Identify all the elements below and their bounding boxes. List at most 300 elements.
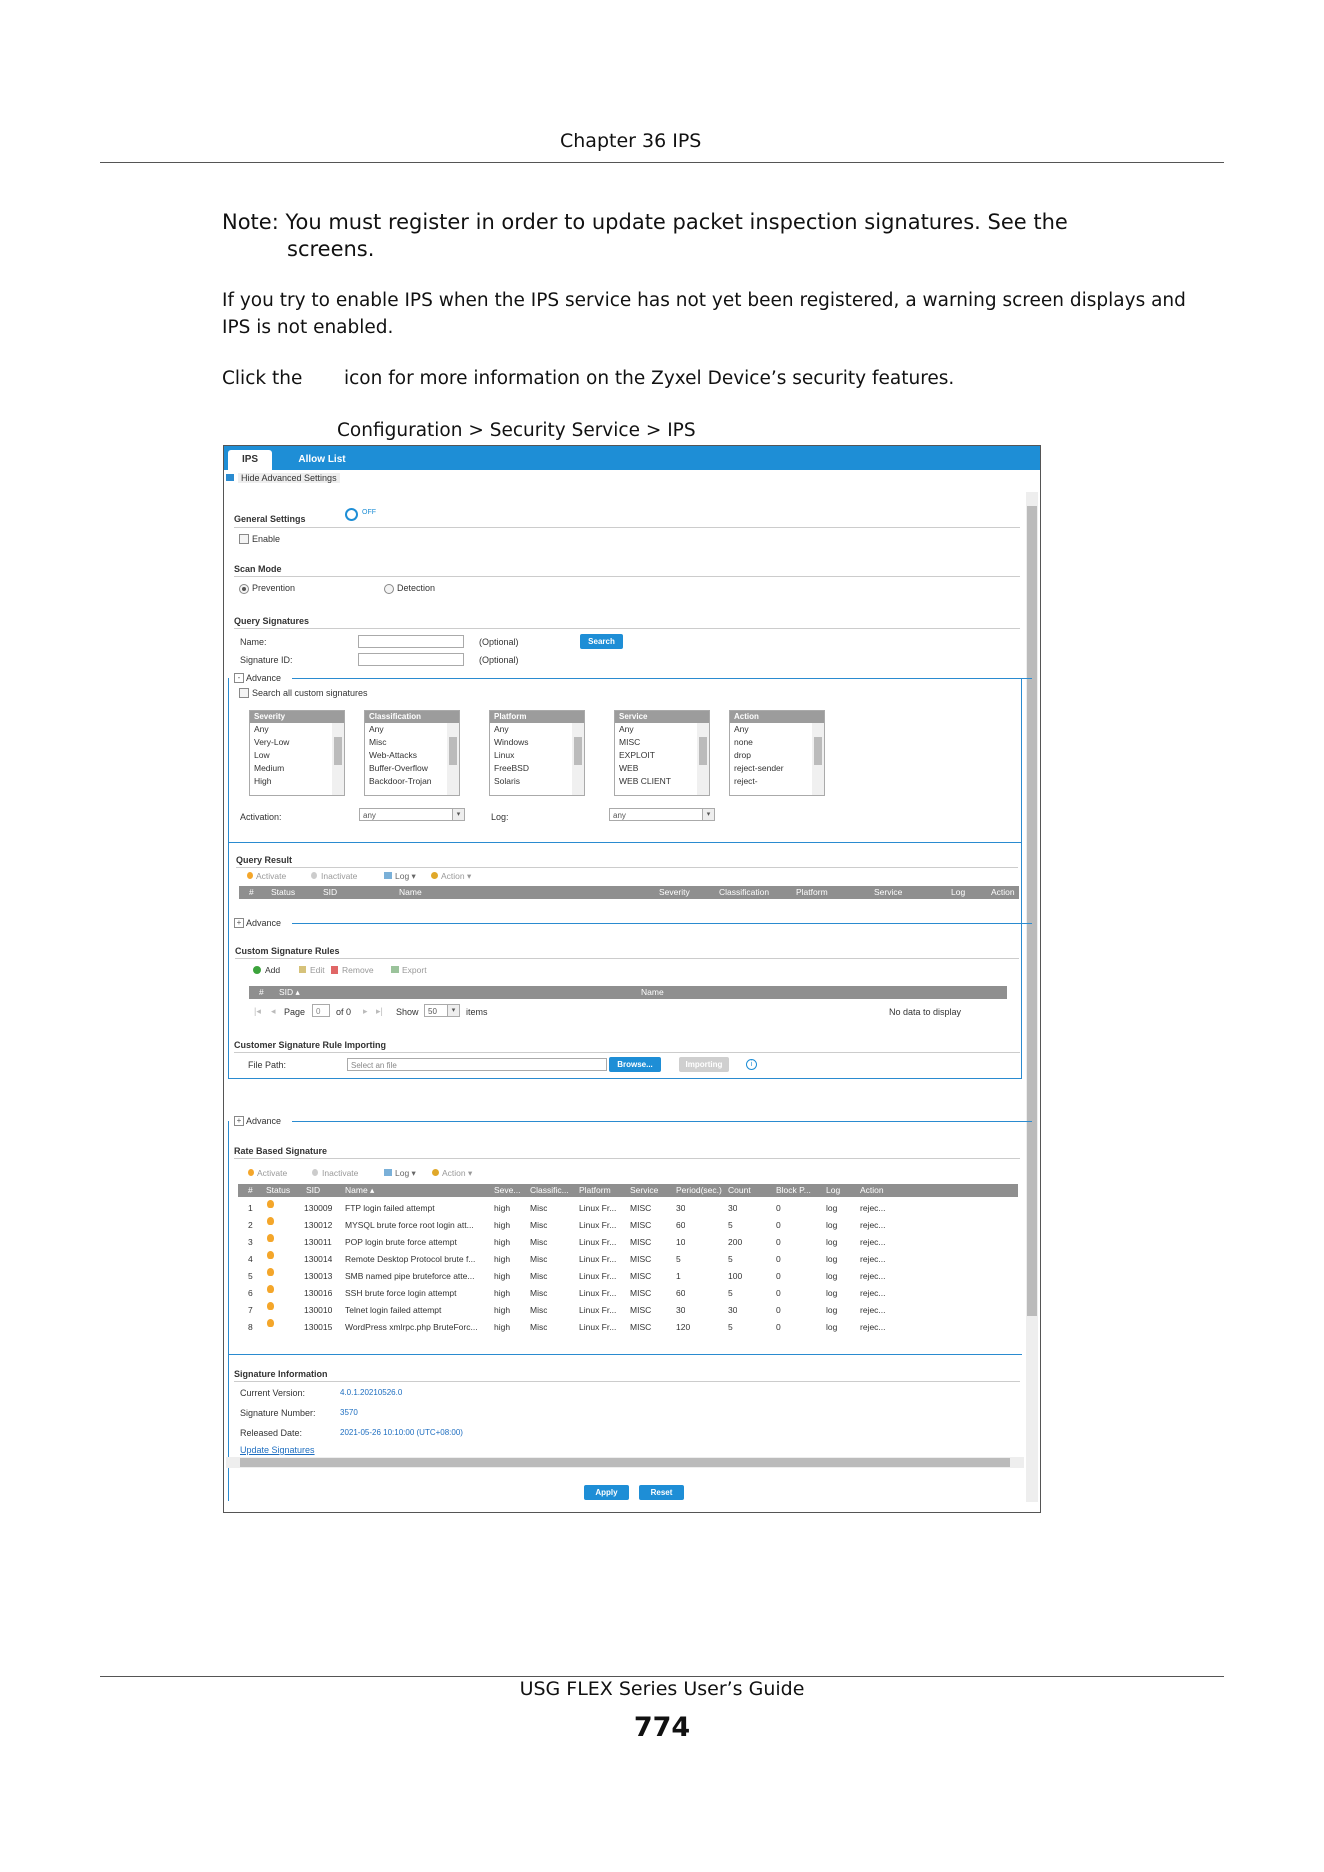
list-item[interactable]: none [734,737,753,747]
col-count[interactable]: Count [728,1185,751,1195]
query-signatures-title: Query Signatures [234,616,310,626]
action-gear-icon [432,1169,439,1176]
add-icon [253,966,261,974]
severity-listbox[interactable] [249,710,345,796]
row-period: 1 [676,1271,681,1281]
chapter-header: Chapter 36 IPS [560,130,702,152]
activate-button[interactable]: Activate [256,871,287,881]
list-item[interactable]: Medium [254,763,285,773]
name-label: Name: [240,637,267,647]
scan-mode-divider [234,576,1020,577]
header-rule [100,162,1224,163]
row-sid: 130014 [304,1254,333,1264]
col-platform[interactable]: Platform [579,1185,611,1195]
row-platform: Linux Fr... [579,1271,617,1281]
list-item[interactable]: FreeBSD [494,763,529,773]
list-item[interactable]: Buffer-Overflow [369,763,428,773]
service-head: Service [615,711,709,723]
browse-button[interactable]: Browse... [609,1057,661,1072]
note-line-1: Note: You must register in order to update packet inspection signatures. See the [222,210,1068,234]
paragraph-line-1: If you try to enable IPS when the IPS service has not yet been registered, a warning screen displays and [222,290,1186,311]
row-classification: Misc [530,1220,548,1230]
list-item[interactable]: Any [619,724,634,734]
row-log: log [826,1203,838,1213]
table-row[interactable] [238,1217,1018,1234]
row-platform: Linux Fr... [579,1203,617,1213]
rate-grid-header [238,1184,1018,1197]
activate-icon [248,1169,254,1176]
hide-advanced-icon[interactable] [226,474,234,481]
paragraph-line-2: IPS is not enabled. [222,317,394,338]
list-scrollbar[interactable] [812,723,824,795]
row-block-period: 0 [776,1322,781,1332]
reset-button[interactable]: Reset [639,1485,684,1500]
export-button[interactable]: Export [402,965,427,975]
lightbulb-icon[interactable] [267,1251,274,1259]
table-row[interactable] [238,1268,1018,1285]
edit-button[interactable]: Edit [310,965,325,975]
figure-caption: Configuration > Security Service > IPS [337,420,696,441]
rate-based-divider [234,1158,1020,1159]
page-size-value: 50 [428,1007,437,1016]
signature-info-divider [234,1381,1020,1382]
show-label: Show [396,1007,419,1017]
remove-icon [331,966,338,974]
row-block-period: 0 [776,1254,781,1264]
row-number: 8 [248,1322,253,1332]
row-sid: 130015 [304,1322,333,1332]
row-period: 60 [676,1220,686,1230]
log-select[interactable] [609,808,715,821]
row-sid: 130010 [304,1305,333,1315]
row-classification: Misc [530,1271,548,1281]
row-severity: high [494,1254,511,1264]
lightbulb-icon[interactable] [267,1234,274,1242]
list-item[interactable]: reject-sender [734,763,784,773]
tab-ips[interactable]: IPS [228,450,272,470]
lightbulb-icon[interactable] [267,1285,274,1293]
col-sid[interactable]: SID [323,887,338,897]
list-item[interactable]: MISC [619,737,641,747]
update-signatures-link[interactable]: Update Signatures [240,1445,315,1455]
row-severity: high [494,1305,511,1315]
click-prefix: Click the [222,368,303,389]
row-service: MISC [630,1254,652,1264]
row-count: 5 [728,1322,733,1332]
inactivate-icon [312,1169,318,1176]
chevron-down-icon[interactable]: ▾ [452,809,464,820]
list-item[interactable]: WEB [619,763,639,773]
row-action: rejec... [860,1220,886,1230]
lightbulb-icon[interactable] [267,1217,274,1225]
ips-screen [223,445,1041,1513]
col-period[interactable]: Period(sec.) [676,1185,722,1195]
col-log[interactable]: Log [951,887,966,897]
current-version-value: 4.0.1.20210526.0 [340,1388,403,1397]
page-input[interactable]: 0 [312,1004,330,1017]
log-label: Log: [491,812,509,822]
released-date-value: 2021-05-26 10:10:00 (UTC+08:00) [340,1428,463,1437]
advance3-box-left [228,1121,229,1501]
row-block-period: 0 [776,1220,781,1230]
list-item[interactable]: WEB CLIENT [619,776,671,786]
row-period: 120 [676,1322,691,1332]
row-block-period: 0 [776,1271,781,1281]
row-action: rejec... [860,1305,886,1315]
row-classification: Misc [530,1322,548,1332]
row-severity: high [494,1288,511,1298]
row-period: 30 [676,1203,686,1213]
general-divider [234,527,1020,528]
query-divider [234,628,1020,629]
row-count: 100 [728,1271,743,1281]
table-row[interactable] [238,1285,1018,1302]
search-button[interactable]: Search [580,634,623,649]
list-item[interactable]: Backdoor-Trojan [369,776,432,786]
col-name[interactable]: Name ▴ [345,1185,375,1195]
col-sid[interactable]: SID [306,1185,321,1195]
row-log: log [826,1305,838,1315]
list-item[interactable]: Solaris [494,776,520,786]
classification-listbox[interactable] [364,710,460,796]
col-severity[interactable]: Severity [659,887,690,897]
row-severity: high [494,1237,511,1247]
col-sid[interactable]: SID ▴ [279,987,300,997]
page-label: Page [284,1007,306,1017]
list-item[interactable]: reject- [734,776,758,786]
row-platform: Linux Fr... [579,1254,617,1264]
edit-icon [299,966,306,973]
lightbulb-icon[interactable] [267,1302,274,1310]
row-severity: high [494,1203,511,1213]
row-platform: Linux Fr... [579,1237,617,1247]
list-item[interactable]: Linux [494,750,515,760]
vertical-scrollbar[interactable] [1026,492,1038,1502]
col-status[interactable]: Status [271,887,296,897]
items-label: items [466,1007,488,1017]
scroll-thumb[interactable] [1027,506,1037,1316]
row-period: 60 [676,1288,686,1298]
name-input[interactable] [358,635,464,648]
row-count: 5 [728,1288,733,1298]
list-item[interactable]: Web-Attacks [369,750,418,760]
prev-page-icon[interactable]: ◂ [271,1006,276,1016]
row-classification: Misc [530,1254,548,1264]
row-name: Remote Desktop Protocol brute f... [345,1254,476,1264]
col-severity[interactable]: Seve... [494,1185,521,1195]
row-sid: 130011 [304,1237,332,1247]
signature-info-title: Signature Information [234,1369,328,1379]
row-period: 10 [676,1237,686,1247]
custom-rules-divider [235,958,1019,959]
advance-box-right [1021,678,1022,1078]
advance-box-bottom [228,842,1022,843]
platform-head: Platform [490,711,584,723]
prevention-label: Prevention [252,583,296,593]
row-service: MISC [630,1271,652,1281]
list-scrollbar[interactable] [332,723,344,795]
col-action[interactable]: Action [991,887,1015,897]
advance3-divider [292,1121,1032,1122]
list-item[interactable]: drop [734,750,752,760]
page-number: 774 [633,1712,691,1743]
table-row[interactable] [238,1251,1018,1268]
enable-label: Enable [252,534,281,544]
advance-toggle-icon[interactable]: - [234,673,244,683]
row-name: Telnet login failed attempt [345,1305,442,1315]
name-optional: (Optional) [479,637,519,647]
list-scrollbar[interactable] [572,723,584,795]
apply-button[interactable]: Apply [584,1485,629,1500]
row-log: log [826,1271,838,1281]
lightbulb-icon[interactable] [267,1268,274,1276]
rate-based-title: Rate Based Signature [234,1146,328,1156]
file-path-input[interactable]: Select an file [347,1058,607,1071]
advance2-toggle-icon[interactable]: + [234,918,244,928]
row-classification: Misc [530,1288,548,1298]
action-listbox[interactable] [729,710,825,796]
enable-checkbox[interactable] [239,534,249,544]
search-custom-label: Search all custom signatures [252,688,368,698]
row-number: 3 [248,1237,253,1247]
row-block-period: 0 [776,1237,781,1247]
row-period: 5 [676,1254,681,1264]
row-log: log [826,1237,838,1247]
row-platform: Linux Fr... [579,1288,617,1298]
row-block-period: 0 [776,1305,781,1315]
row-number: 7 [248,1305,253,1315]
next-page-icon[interactable]: ▸ [363,1006,368,1016]
signature-number-value: 3570 [340,1408,358,1417]
inactivate-button[interactable]: Inactivate [321,871,358,881]
col-num[interactable]: # [248,1185,253,1195]
importing-button[interactable]: Importing [679,1057,729,1072]
activation-label: Activation: [240,812,282,822]
row-action: rejec... [860,1203,886,1213]
row-classification: Misc [530,1237,548,1247]
click-suffix: icon for more information on the Zyxel Device’s security features. [344,368,955,389]
off-badge: OFF [362,509,376,516]
log-icon [384,1169,392,1176]
col-name[interactable]: Name [641,987,664,997]
custom-rules-header [249,986,1007,999]
row-sid: 130013 [304,1271,333,1281]
activation-value: any [363,811,376,820]
importing-title: Customer Signature Rule Importing [234,1040,387,1050]
advance2-label[interactable]: Advance [246,918,282,928]
note-line-2: screens. [287,237,375,261]
activation-select[interactable] [359,808,465,821]
list-item[interactable]: Any [254,724,269,734]
col-log[interactable]: Log [826,1185,841,1195]
row-sid: 130009 [304,1203,333,1213]
col-status[interactable]: Status [266,1185,291,1195]
hscroll-thumb[interactable] [240,1458,1010,1467]
export-icon [391,966,399,973]
row-block-period: 0 [776,1203,781,1213]
query-result-title: Query Result [236,855,293,865]
row-name: POP login brute force attempt [345,1237,457,1247]
row-number: 4 [248,1254,253,1264]
row-service: MISC [630,1220,652,1230]
table-row[interactable] [238,1302,1018,1319]
row-log: log [826,1220,838,1230]
log-menu[interactable]: Log ▾ [395,871,416,881]
list-item[interactable]: Any [369,724,384,734]
row-count: 30 [728,1203,738,1213]
row-service: MISC [630,1305,652,1315]
row-count: 5 [728,1220,733,1230]
row-platform: Linux Fr... [579,1322,617,1332]
hide-advanced-link[interactable]: Hide Advanced Settings [238,473,340,483]
signature-id-input[interactable] [358,653,464,666]
signature-id-optional: (Optional) [479,655,519,665]
advance-box-left [228,678,229,1078]
row-sid: 130016 [304,1288,333,1298]
tab-bar [224,446,1040,470]
row-count: 30 [728,1305,738,1315]
chevron-down-icon[interactable]: ▾ [447,1005,459,1016]
importing-divider [234,1052,1020,1053]
tab-allow-list[interactable]: Allow List [298,454,346,465]
row-service: MISC [630,1322,652,1332]
of-label: of 0 [336,1007,352,1017]
list-item[interactable]: High [254,776,272,786]
row-period: 30 [676,1305,686,1315]
service-listbox[interactable] [614,710,710,796]
table-row[interactable] [238,1234,1018,1251]
detection-label: Detection [397,583,436,593]
list-scrollbar[interactable] [697,723,709,795]
row-name: WordPress xmlrpc.php BruteForc... [345,1322,478,1332]
col-action[interactable]: Action [860,1185,884,1195]
list-scrollbar[interactable] [447,723,459,795]
list-item[interactable]: Any [734,724,749,734]
row-name: SSH brute force login attempt [345,1288,457,1298]
row-severity: high [494,1322,511,1332]
row-block-period: 0 [776,1288,781,1298]
query-result-divider [236,867,1018,868]
query-result-header [239,886,1019,899]
detection-radio[interactable] [384,584,394,594]
custom-rules-title: Custom Signature Rules [235,946,340,956]
last-page-icon[interactable]: ▸| [376,1006,383,1016]
remove-button[interactable]: Remove [342,965,374,975]
row-number: 5 [248,1271,253,1281]
current-version-label: Current Version: [240,1388,306,1398]
col-name[interactable]: Name [399,887,422,897]
row-classification: Misc [530,1305,548,1315]
row-service: MISC [630,1237,652,1247]
row-count: 5 [728,1254,733,1264]
row-platform: Linux Fr... [579,1305,617,1315]
list-item[interactable]: Any [494,724,509,734]
advance2-box-bottom [228,1078,1022,1079]
log-value: any [613,811,626,820]
row-log: log [826,1254,838,1264]
row-severity: high [494,1271,511,1281]
horizontal-scrollbar[interactable] [226,1457,1024,1468]
no-data-text: No data to display [889,1007,962,1017]
col-num[interactable]: # [259,987,264,997]
col-num[interactable]: # [249,887,254,897]
signature-number-label: Signature Number: [240,1408,316,1418]
severity-head: Severity [250,711,344,723]
info-icon[interactable]: i [746,1059,757,1070]
general-settings-title: General Settings [234,514,306,524]
row-number: 1 [248,1203,253,1213]
table-row[interactable] [238,1319,1018,1336]
col-classification[interactable]: Classification [719,887,770,897]
search-custom-checkbox[interactable] [239,688,249,698]
advance2-divider [292,923,1032,924]
row-platform: Linux Fr... [579,1220,617,1230]
advance3-label[interactable]: Advance [246,1116,282,1126]
add-button[interactable]: Add [265,965,281,975]
rate-action-menu[interactable]: Action ▾ [442,1168,473,1178]
row-number: 2 [248,1220,253,1230]
rate-activate-button[interactable]: Activate [257,1168,288,1178]
advance3-box-bottom [228,1354,1022,1355]
list-item[interactable]: Very-Low [254,737,290,747]
row-action: rejec... [860,1288,886,1298]
table-row[interactable] [238,1200,1018,1217]
col-platform[interactable]: Platform [796,887,828,897]
guide-title: USG FLEX Series User’s Guide [519,1678,805,1700]
page-size-select[interactable] [424,1004,460,1017]
activate-icon [247,872,253,879]
col-service[interactable]: Service [630,1185,659,1195]
row-count: 200 [728,1237,743,1247]
chevron-down-icon[interactable]: ▾ [702,809,714,820]
row-name: MYSQL brute force root login att... [345,1220,474,1230]
col-block-period[interactable]: Block P... [776,1185,811,1195]
row-name: FTP login failed attempt [345,1203,435,1213]
classification-head: Classification [365,711,459,723]
col-service[interactable]: Service [874,887,903,897]
row-sid: 130012 [304,1220,333,1230]
prevention-radio[interactable] [239,584,249,594]
advance-divider [292,678,1032,679]
log-icon [384,872,392,879]
list-item[interactable]: Windows [494,737,529,747]
released-date-label: Released Date: [240,1428,303,1438]
power-icon[interactable] [345,508,358,521]
rate-log-menu[interactable]: Log ▾ [395,1168,416,1178]
first-page-icon[interactable]: |◂ [254,1006,261,1016]
row-log: log [826,1288,838,1298]
signature-id-label: Signature ID: [240,655,293,665]
row-action: rejec... [860,1237,886,1247]
advance-label[interactable]: Advance [246,673,282,683]
row-log: log [826,1322,838,1332]
list-item[interactable]: EXPLOIT [619,750,655,760]
action-gear-icon [431,872,438,879]
action-menu[interactable]: Action ▾ [441,871,472,881]
row-service: MISC [630,1203,652,1213]
row-action: rejec... [860,1271,886,1281]
platform-listbox[interactable] [489,710,585,796]
rate-inactivate-button[interactable]: Inactivate [322,1168,359,1178]
row-name: SMB named pipe bruteforce atte... [345,1271,475,1281]
scan-mode-title: Scan Mode [234,564,282,574]
list-item[interactable]: Low [254,750,270,760]
list-item[interactable]: Misc [369,737,387,747]
advance3-toggle-icon[interactable]: + [234,1116,244,1126]
lightbulb-icon[interactable] [267,1319,274,1327]
col-classification[interactable]: Classific... [530,1185,569,1195]
lightbulb-icon[interactable] [267,1200,274,1208]
